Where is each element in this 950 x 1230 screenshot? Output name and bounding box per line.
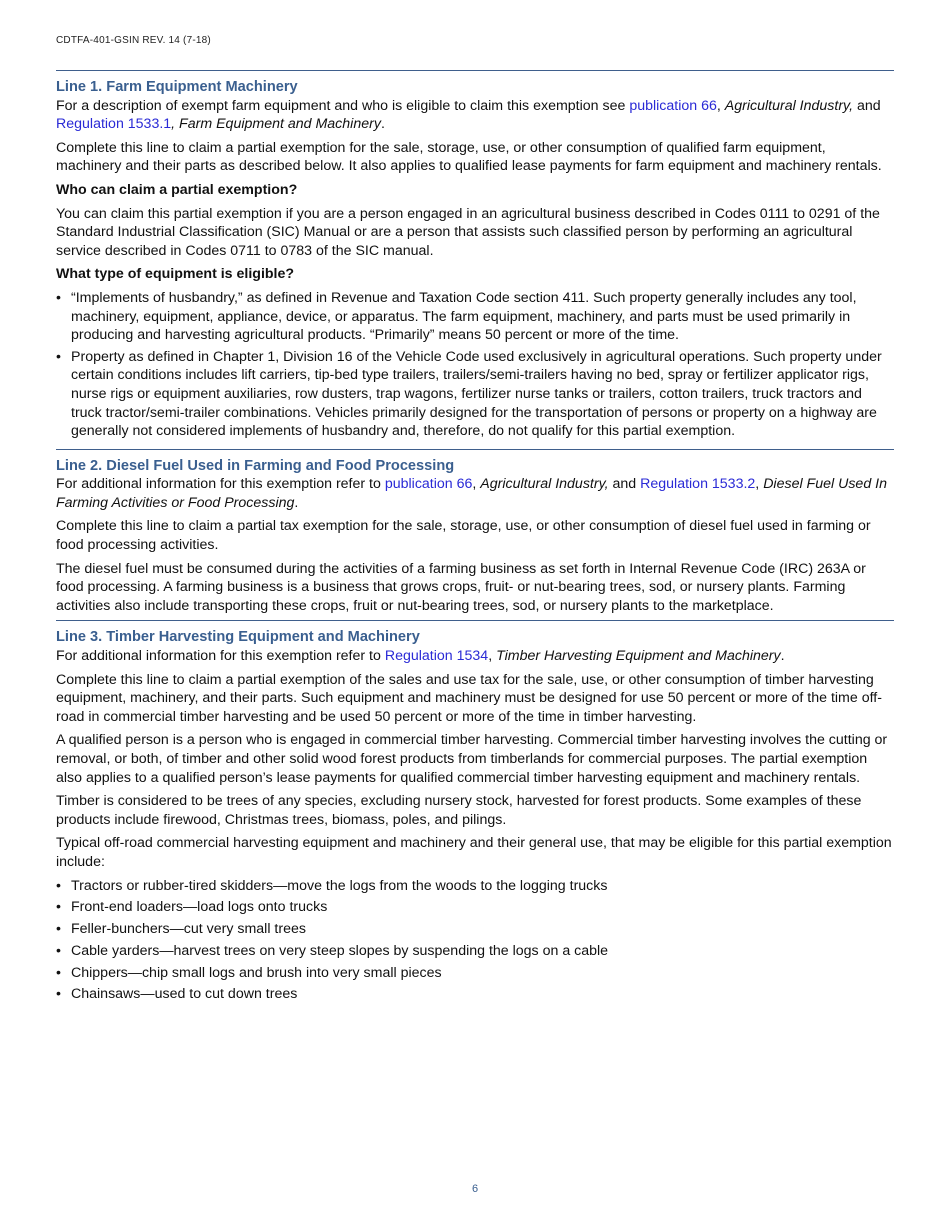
- regulation-1534-link[interactable]: Regulation 1534: [384, 648, 489, 665]
- publication-66-link[interactable]: publication 66: [384, 476, 473, 493]
- list-item: • “Implements of husbandry,” as defined in Revenue and Taxation Code section 411. Such property generally includes any tool, machinery, equipment, appliance, device, or apparatus. The farm equipment, machinery, and parts must be used primarily in producing and harvesting agricultural products. “Primarily” means 50 percent or more of the time.: [56, 289, 894, 345]
- regulation-1533-1-link[interactable]: Regulation 1533.1: [56, 116, 172, 133]
- section-divider: [56, 620, 894, 621]
- line1-intro-text: For a description of exempt farm equipment and who is eligible to claim this exemption see: [56, 97, 630, 114]
- line3-intro-text: For additional information for this exemption refer to: [56, 648, 385, 665]
- line2-intro-text: For additional information for this exemption refer to: [56, 476, 385, 493]
- line2-paragraph-1: Complete this line to claim a partial tax exemption for the sale, storage, use, or other consumption of diesel fuel used in farming or food processing activities.: [56, 518, 871, 554]
- page-content: [56, 70, 894, 1012]
- line1-comma: ,: [716, 97, 725, 114]
- line1-title: Line 1. Farm Equipment Machinery: [56, 79, 298, 95]
- list-item: • Chainsaws—used to cut down trees: [56, 985, 894, 1004]
- list-item: • Cable yarders—harvest trees on very steep slopes by suspending the logs on a cable: [56, 942, 894, 961]
- list-item: • Tractors or rubber-tired skidders—move the logs from the woods to the logging trucks: [56, 877, 894, 896]
- line3-paragraph-4: Typical off-road commercial harvesting equipment and machinery and their general use, that may be eligible for this partial exemption include:: [56, 835, 892, 870]
- section-divider: [56, 70, 894, 71]
- list-item: • Feller-bunchers—cut very small trees: [56, 920, 894, 939]
- line3-paragraph-2: A qualified person is a person who is engaged in commercial timber harvesting. Commercial timber harvesting involves the cutting or removal, or both, of timber and other solid wood forest products from timberlands for commercial purposes. The partial exemption also applies to a qualified person’s lease payments for qualified commercial timber harvesting equipment and machinery rentals.: [56, 732, 888, 786]
- line1-reg-title: , Farm Equipment and Machinery: [171, 116, 381, 133]
- line1-paragraph-1: Complete this line to claim a partial exemption for the sale, storage, use, or other consumption of qualified farm equipment, machinery and their parts as described below. It also applies to qualified lease payments for farm equipment and machinery rentals.: [56, 139, 882, 175]
- who-can-claim-heading: Who can claim a partial exemption?: [56, 181, 298, 198]
- line1-pub-title: Agricultural Industry,: [724, 97, 854, 114]
- line2-comma-2: ,: [755, 476, 764, 493]
- line3-paragraph-1: Complete this line to claim a partial exemption of the sales and use tax for the sale, use, or other consumption of timber harvesting equipment, machinery, and their parts. Such equipment and machinery must be designed for use 50 percent or more of the time off-road in commercial timber harvesting and be used 50 percent or more of the time in timber harvesting.: [56, 671, 882, 725]
- line1-section: [56, 78, 894, 441]
- section-divider: [56, 449, 894, 450]
- line3-period: .: [780, 648, 785, 665]
- line2-period: .: [294, 494, 299, 511]
- page-number: 6: [471, 1183, 479, 1195]
- line2-title: Line 2. Diesel Fuel Used in Farming and Food Processing: [56, 457, 455, 474]
- line2-section: [56, 457, 894, 616]
- line2-reg-title: Diesel Fuel Used In Farming Activities or Food Processing: [56, 476, 887, 511]
- line3-comma: ,: [488, 648, 497, 665]
- form-id: CDTFA-401-GSIN REV. 14 (7-18): [56, 35, 211, 46]
- line3-reg-title: Timber Harvesting Equipment and Machinery: [496, 648, 781, 665]
- line3-intro: [56, 647, 894, 666]
- line2-and: and: [608, 476, 641, 493]
- line1-intro: [56, 97, 894, 134]
- who-can-claim-paragraph: You can claim this partial exemption if you are a person engaged in an agricultural business described in Codes 0111 to 0291 of the Standard Industrial Classification (SIC) Manual or are a person that assists such classified person by performing an agricultural service described in Codes 0711 to 0783 of the SIC manual.: [56, 205, 880, 259]
- line2-comma: ,: [472, 476, 481, 493]
- line2-paragraph-2: The diesel fuel must be consumed during the activities of a farming business as set forth in Internal Revenue Code (IRC) 263A or food processing. A farming business is a business that grows crops, fruit- or nut-bearing trees, sod, or nursery plants. Farming activities also include transporting these crops, fruit or nut-bearing trees, sod, or nursery plants to the marketplace.: [56, 560, 866, 614]
- list-item: • Front-end loaders—load logs onto trucks: [56, 898, 894, 917]
- timber-equipment-list: [56, 877, 894, 1005]
- list-item: • Property as defined in Chapter 1, Division 16 of the Vehicle Code used exclusively in agricultural operations. Such property under certain conditions includes lift carriers, tip-bed type trailers, trailers/semi-trailers having no bed, spray or fertilizer applicator rigs, nurse rigs or equipment auxiliaries, row dusters, trap wagons, fertilizer nurse tanks or trailers, cotton trailers, truck tractors and truck tractor/semi-trailer combinations. Vehicles primarily designed for the transportation of persons or property on a highway are generally not considered implements of husbandry and, therefore, do not qualify for this partial exemption.: [56, 348, 894, 441]
- line3-paragraph-3: Timber is considered to be trees of any species, excluding nursery stock, harvested for forest products. Some examples of these products include firewood, Christmas trees, biomass, poles, and pilings.: [56, 793, 862, 828]
- line1-and: and: [853, 97, 881, 114]
- list-item: • Chippers—chip small logs and brush into very small pieces: [56, 964, 894, 983]
- line2-pub-title: Agricultural Industry,: [480, 476, 609, 493]
- publication-66-link[interactable]: publication 66: [629, 97, 717, 114]
- eligible-equipment-list: [56, 289, 894, 441]
- line3-section: [56, 628, 894, 1004]
- line3-title: Line 3. Timber Harvesting Equipment and Machinery: [56, 629, 420, 646]
- line1-period: .: [380, 116, 385, 133]
- eligible-equipment-heading: What type of equipment is eligible?: [56, 266, 295, 283]
- line2-intro: [56, 475, 894, 512]
- regulation-1533-2-link[interactable]: Regulation 1533.2: [640, 476, 756, 493]
